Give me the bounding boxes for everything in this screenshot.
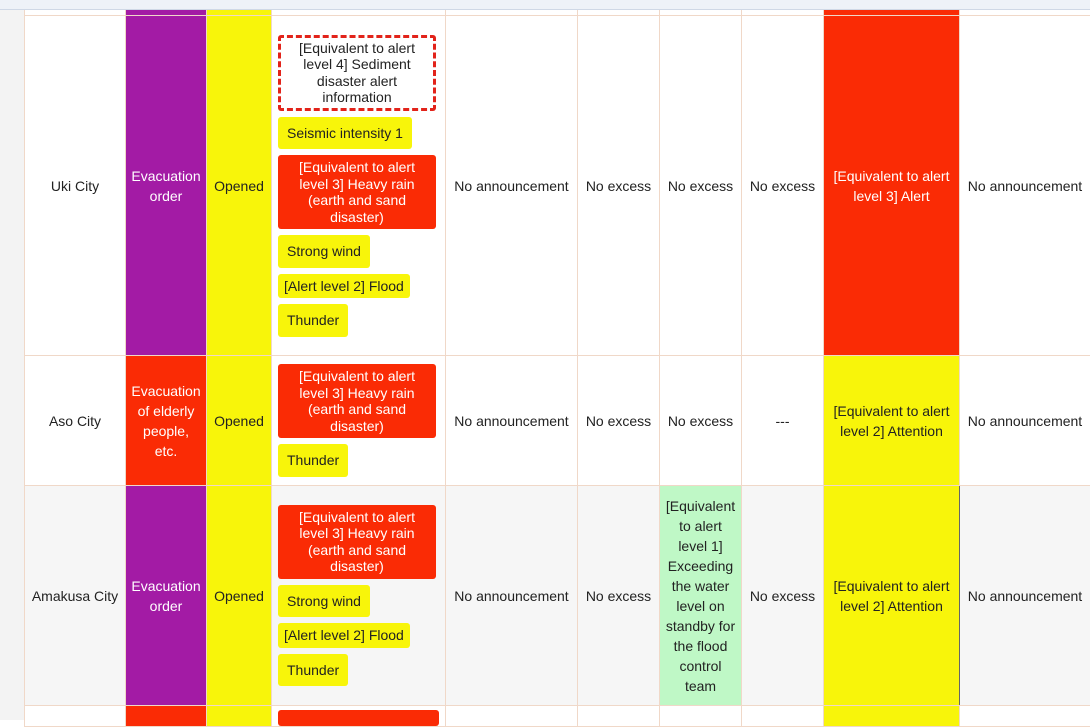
warning-badge[interactable]: [Equivalent to alert level 4] Sediment disaster alert information — [278, 35, 436, 111]
warning-badge[interactable]: Strong wind — [278, 235, 370, 268]
alert-level-cell: [Equivalent to alert level 2] Attention — [824, 356, 960, 486]
warning-badge[interactable]: Strong wind — [278, 585, 370, 618]
shelter-status: Opened — [207, 486, 272, 706]
excess-cell: No excess — [578, 16, 660, 356]
excess-cell: --- — [742, 356, 824, 486]
table-row — [25, 16, 1090, 356]
warning-badge[interactable]: Thunder — [278, 304, 348, 337]
announcement-cell: No announcement — [446, 486, 578, 706]
cell — [25, 706, 126, 727]
city-name: Aso City — [25, 356, 126, 486]
alert-level-cell: [Equivalent to alert level 2] Attention — [824, 486, 960, 706]
announcement-cell: No announcement — [960, 486, 1090, 706]
weather-warnings — [272, 16, 446, 356]
weather-warnings — [272, 356, 446, 486]
warning-badge[interactable]: [Equivalent to alert level 3] Heavy rain (earth and sand disaster) — [278, 155, 436, 229]
warning-badge[interactable]: Thunder — [278, 654, 348, 687]
water-level-cell: No excess — [660, 16, 742, 356]
warning-badge[interactable]: [Equivalent to alert level 3] Heavy rain (earth and sand disaster) — [278, 505, 436, 579]
water-level-cell: [Equivalent to alert level 1] Exceeding the water level on standby for the flood control team — [660, 486, 742, 706]
left-window-edge — [0, 0, 25, 720]
shelter-status: Opened — [207, 16, 272, 356]
evacuation-status: Evacuation order — [126, 486, 207, 706]
warning-badge[interactable]: [Alert level 2] Flood — [278, 274, 410, 299]
cell — [660, 706, 742, 727]
excess-cell: No excess — [742, 486, 824, 706]
cell — [578, 706, 660, 727]
water-level-cell: No excess — [660, 356, 742, 486]
shelter-cell — [207, 706, 272, 727]
table-row — [25, 356, 1090, 486]
cell — [272, 706, 446, 727]
cell — [742, 706, 824, 727]
warning-badge[interactable]: [Alert level 2] Flood — [278, 623, 410, 648]
announcement-cell: No announcement — [960, 16, 1090, 356]
warning-badge[interactable]: Thunder — [278, 444, 348, 477]
warning-badge[interactable]: Seismic intensity 1 — [278, 117, 412, 150]
alert-level-cell: [Equivalent to alert level 3] Alert — [824, 16, 960, 356]
city-name: Amakusa City — [25, 486, 126, 706]
announcement-cell: No announcement — [446, 356, 578, 486]
evacuation-status: Evacuation of elderly people, etc. — [126, 356, 207, 486]
excess-cell: No excess — [742, 16, 824, 356]
city-name: Uki City — [25, 16, 126, 356]
shelter-status: Opened — [207, 356, 272, 486]
warning-badge[interactable]: [Equivalent to alert level 3] Heavy rain (earth and sand disaster) — [278, 364, 436, 438]
evacuation-cell — [126, 706, 207, 727]
announcement-cell: No announcement — [446, 16, 578, 356]
cell — [960, 706, 1090, 727]
weather-warnings — [272, 486, 446, 706]
excess-cell: No excess — [578, 356, 660, 486]
alert-cell — [824, 706, 960, 727]
table-row — [25, 486, 1090, 706]
table-row-partial-bottom — [25, 706, 1090, 727]
evacuation-status: Evacuation order — [126, 16, 207, 356]
window-top-edge — [0, 0, 1090, 10]
excess-cell: No excess — [578, 486, 660, 706]
disaster-status-table — [24, 0, 1090, 727]
cell — [446, 706, 578, 727]
announcement-cell: No announcement — [960, 356, 1090, 486]
disaster-status-table-container — [24, 0, 1090, 727]
